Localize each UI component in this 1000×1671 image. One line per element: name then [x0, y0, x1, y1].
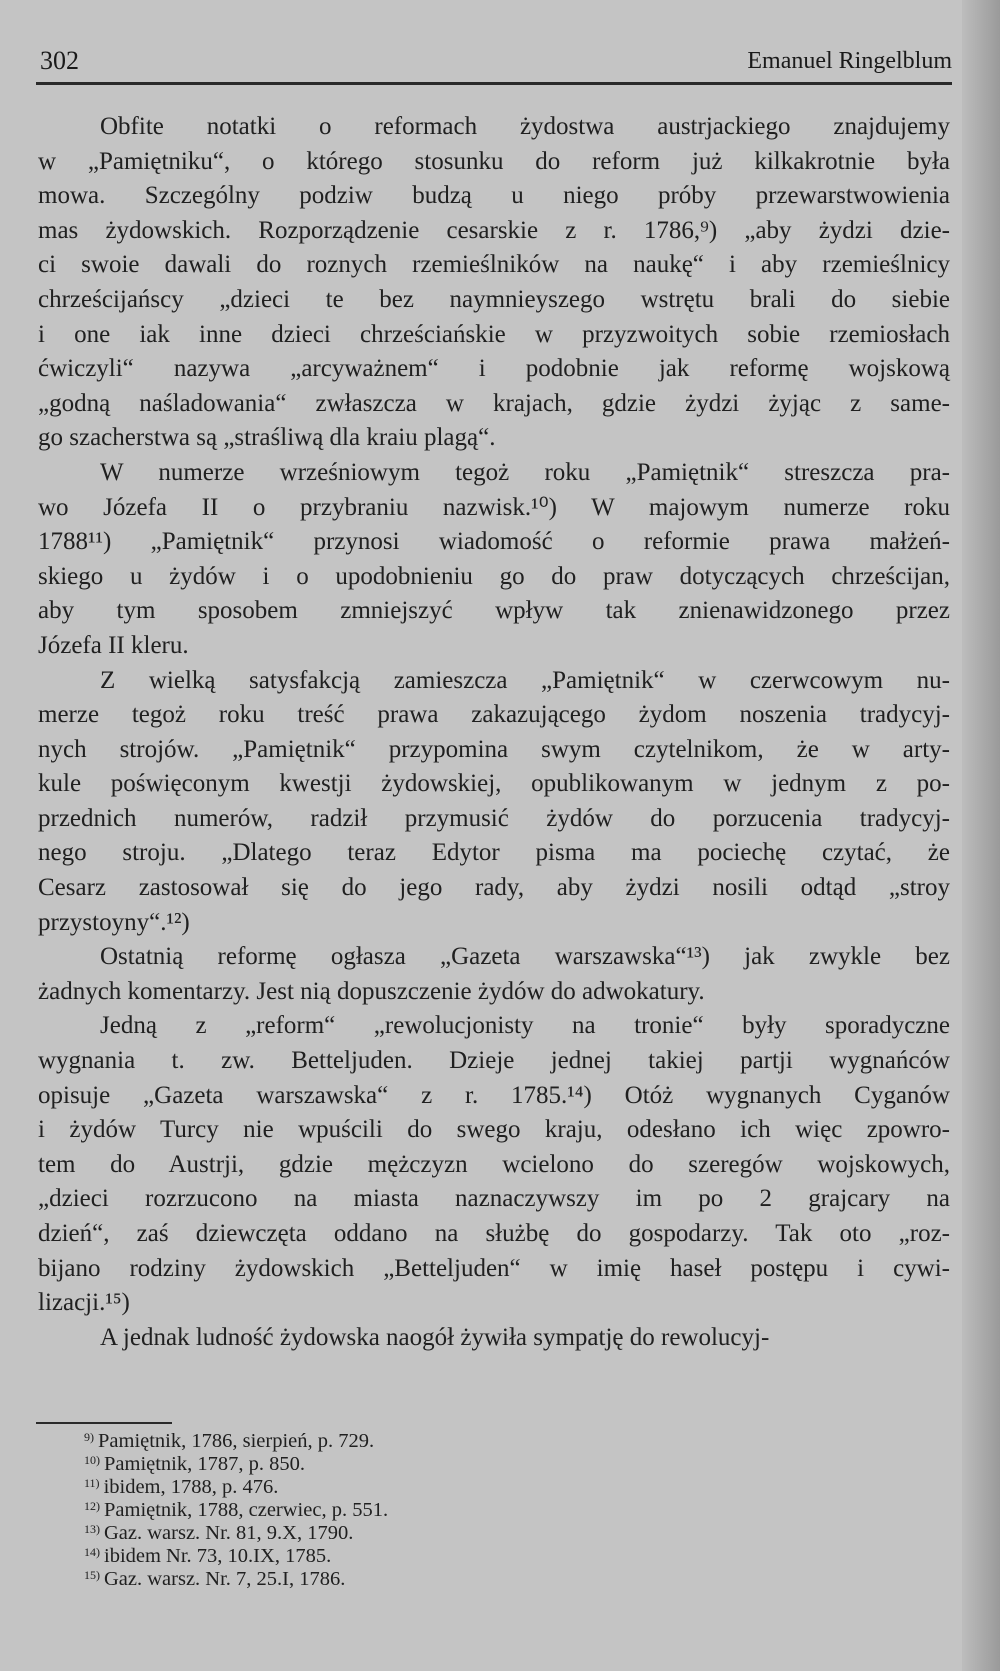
text-line: 1788¹¹) „Pamiętnik“ przynosi wiadomość o reformie prawa małżeń- — [38, 528, 950, 556]
running-header — [40, 46, 952, 86]
text-line: wo Józefa II o przybraniu nazwisk.¹⁰) W majowym numerze roku — [38, 493, 950, 521]
text-line: kule poświęconym kwestji żydowskiej, opublikowanym w jednym z po- — [38, 770, 950, 798]
text-line: i one iak inne dzieci chrześciańskie w przyzwoitych sobie rzemiosłach — [38, 320, 950, 348]
page-number: 302 — [40, 46, 79, 75]
footnote-text: Pamiętnik, 1786, sierpień, p. 729. — [98, 1430, 375, 1452]
running-head-author: Emanuel Ringelblum — [747, 48, 952, 74]
footnote-text: Pamiętnik, 1788, czerwiec, p. 551. — [104, 1499, 389, 1521]
text-line: przednich numerów, radził przymusić żydów do porzucenia tradycyj- — [38, 804, 950, 832]
footnote — [84, 1522, 388, 1545]
footnote-mark: 12) — [84, 1499, 100, 1513]
text-line: A jednak ludność żydowska naogół żywiła sympatję do rewolucyj- — [100, 1323, 770, 1351]
text-line: W numerze wrześniowym tegoż roku „Pamiętnik“ streszcza pra- — [100, 458, 950, 486]
main-text — [38, 110, 950, 1355]
footnote-mark: 11) — [84, 1476, 100, 1490]
text-line: ćwiczyli“ nazywa „arcyważnem“ i podobnie jak reformę wojskową — [38, 355, 950, 383]
text-line: bijano rodziny żydowskich „Betteljuden“ w imię haseł postępu i cywi- — [38, 1254, 950, 1282]
text-line: Cesarz zastosował się do jego rady, aby żydzi nosili odtąd „stroy — [38, 874, 950, 902]
footnotes — [84, 1430, 388, 1591]
footnote-mark: 13) — [84, 1522, 100, 1536]
text-line: Ostatnią reformę ogłasza „Gazeta warszawska“¹³) jak zwykle bez — [100, 943, 950, 971]
text-line: żadnych komentarzy. Jest nią dopuszczenie żydów do adwokatury. — [38, 977, 705, 1005]
text-line: opisuje „Gazeta warszawska“ z r. 1785.¹⁴) Otóż wygnanych Cyganów — [38, 1081, 950, 1109]
text-line: „godną naśladowania“ zwłaszcza w krajach, gdzie żydzi żyjąc z same- — [38, 389, 950, 417]
paragraph — [38, 1321, 950, 1356]
text-line: aby tym sposobem zmniejszyć wpływ tak znienawidzonego przez — [38, 597, 950, 625]
text-line: Jedną z „reform“ „rewolucjonisty na tronie“ były sporadyczne — [100, 1012, 950, 1040]
paragraph — [38, 940, 950, 1009]
text-line: nych strojów. „Pamiętnik“ przypomina swym czytelnikom, że w arty- — [38, 735, 950, 763]
page-edge-shadow — [962, 0, 1000, 1671]
text-line: tem do Austrji, gdzie mężczyzn wcielono do szeregów wojskowych, — [38, 1150, 950, 1178]
text-line: przystoyny“.¹²) — [38, 908, 190, 936]
footnote-text: Gaz. warsz. Nr. 81, 9.X, 1790. — [104, 1522, 354, 1544]
footnote-rule — [36, 1422, 172, 1424]
paragraph — [38, 1009, 950, 1320]
text-line: Z wielką satysfakcją zamieszcza „Pamiętnik“ w czerwcowym nu- — [100, 666, 950, 694]
footnote — [84, 1568, 388, 1591]
text-line: wygnania t. zw. Betteljuden. Dzieje jednej takiej partji wygnańców — [38, 1047, 950, 1075]
text-line: w „Pamiętniku“, o którego stosunku do reform już kilkakrotnie była — [38, 147, 950, 175]
text-line: merze tegoż roku treść prawa zakazującego żydom noszenia tradycyj- — [38, 701, 950, 729]
text-line: „dzieci rozrzucono na miasta naznaczywszy im po 2 grajcary na — [38, 1185, 950, 1213]
footnote-text: ibidem, 1788, p. 476. — [103, 1476, 279, 1498]
footnote — [84, 1453, 388, 1476]
footnote-text: Gaz. warsz. Nr. 7, 25.I, 1786. — [104, 1568, 346, 1590]
text-line: go szacherstwa są „straśliwą dla kraiu plagą“. — [38, 424, 496, 452]
footnote — [84, 1430, 388, 1453]
text-line: mowa. Szczególny podziw budzą u niego próby przewarstwowienia — [38, 182, 950, 210]
footnote-mark: 15) — [84, 1568, 100, 1582]
paragraph — [38, 110, 950, 456]
text-line: Obfite notatki o reformach żydostwa austrjackiego znajdujemy — [100, 113, 950, 140]
paragraph — [38, 664, 950, 941]
footnote — [84, 1545, 388, 1568]
paragraph — [38, 456, 950, 664]
text-line: dzień“, zaś dziewczęta oddano na służbę do gospodarzy. Tak oto „roz- — [38, 1220, 950, 1247]
header-rule — [36, 82, 952, 85]
text-line: Józefa II kleru. — [38, 631, 189, 659]
footnote-text: Pamiętnik, 1787, p. 850. — [104, 1453, 306, 1475]
text-line: lizacji.¹⁵) — [38, 1289, 130, 1317]
footnote-mark: 9) — [84, 1430, 94, 1444]
text-line: mas żydowskich. Rozporządzenie cesarskie z r. 1786,⁹) „aby żydzi dzie- — [38, 216, 950, 244]
text-line: nego stroju. „Dlatego teraz Edytor pisma ma pociechę czytać, że — [38, 839, 950, 867]
text-line: i żydów Turcy nie wpuścili do swego kraju, odesłano ich więc zpowro- — [38, 1116, 950, 1144]
text-line: skiego u żydów i o upodobnieniu go do praw dotyczących chrześcijan, — [38, 562, 950, 590]
footnote-text: ibidem Nr. 73, 10.IX, 1785. — [104, 1545, 332, 1567]
text-line: chrześcijańscy „dzieci te bez naymnieyszego wstrętu brali do siebie — [38, 285, 950, 313]
footnote — [84, 1476, 388, 1499]
text-line: ci swoie dawali do roznych rzemieślników na naukę“ i aby rzemieślnicy — [38, 251, 950, 279]
footnote-mark: 10) — [84, 1453, 100, 1467]
footnote-mark: 14) — [84, 1545, 100, 1559]
footnote — [84, 1499, 388, 1522]
